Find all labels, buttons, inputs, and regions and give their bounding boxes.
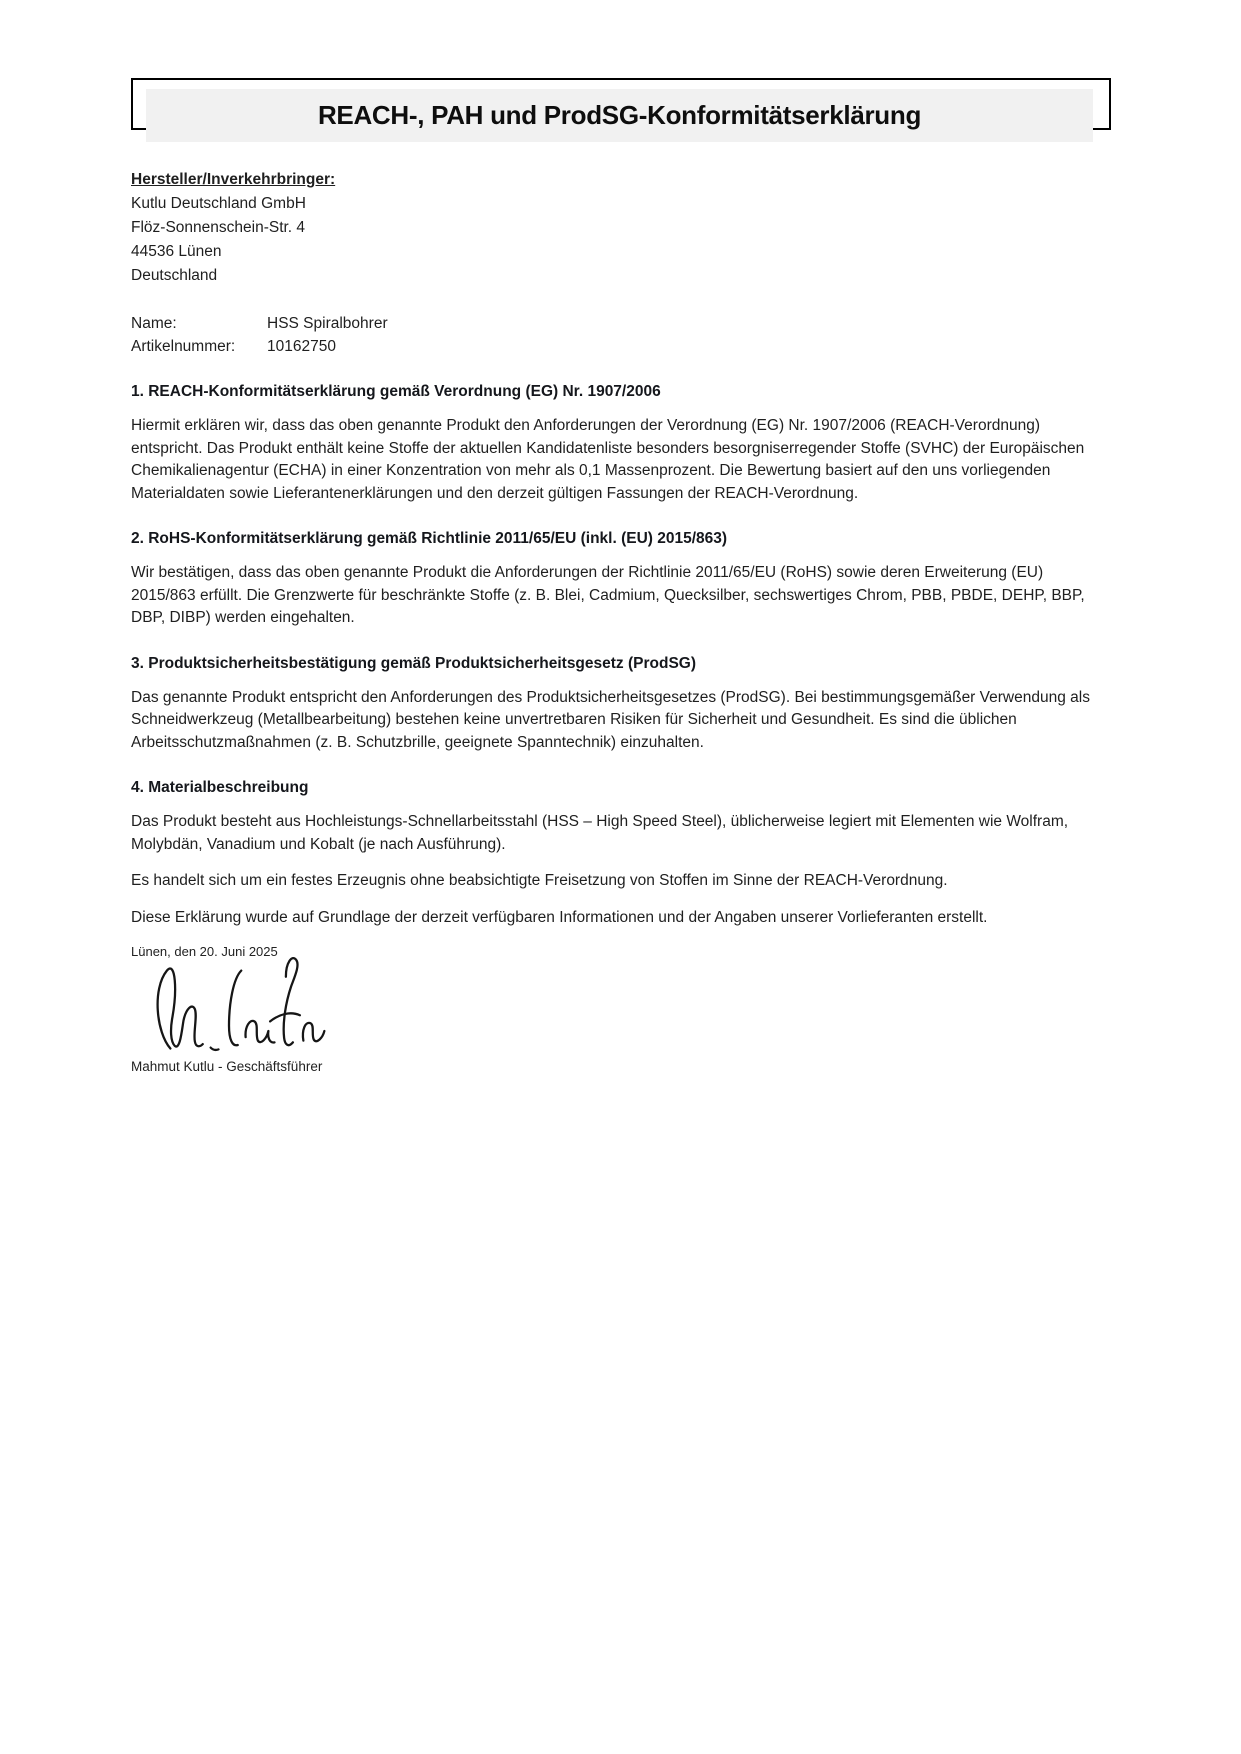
manufacturer-label: Hersteller/Inverkehrbringer: bbox=[131, 171, 336, 188]
place-date: Lünen, den 20. Juni 2025 bbox=[131, 944, 278, 959]
section-rohs-paragraph: Wir bestätigen, dass das oben genannte Produkt die Anforderungen der Richtlinie 2011/65/EU (RoHS) sowie deren Erweiterung (EU) 2015/863 erfüllt. Die Grenzwerte für beschränkte Stoffe (z. B. Blei, Cadmium, Quecksilber, sechswertiges Chrom, PBB, PBDE, DEHP, BBP, DBP, DIBP) werden eingehalten. bbox=[131, 564, 1085, 626]
section-prodsg bbox=[131, 655, 1111, 755]
section-rohs-heading: 2. RoHS-Konformitätserklärung gemäß Richtlinie 2011/65/EU (inkl. (EU) 2015/863) bbox=[131, 530, 728, 547]
article-number-value: 10162750 bbox=[267, 338, 336, 355]
section-prodsg-paragraph: Das genannte Produkt entspricht den Anforderungen des Produktsicherheitsgesetzes (ProdSG). Bei bestimmungsgemäßer Verwendung als Schneidwerkzeug (Metallbearbeitung) bestehen keine unvertretbaren Risiken für Sicherheit und Gesundheit. Es sind die üblichen Arbeitsschutzmaßnahmen (z. B. Schutzbrille, geeignete Spanntechnik) einzuhalten. bbox=[131, 688, 1090, 751]
product-name-row bbox=[131, 312, 1111, 335]
manufacturer-country: Deutschland bbox=[131, 267, 218, 284]
title-band bbox=[146, 89, 1093, 142]
section-material-paragraph-3: Diese Erklärung wurde auf Grundlage der derzeit verfügbaren Informationen und der Angaben unserer Vorlieferanten erstellt. bbox=[131, 908, 988, 926]
manufacturer-city: 44536 Lünen bbox=[131, 243, 222, 260]
section-material bbox=[131, 779, 1111, 929]
manufacturer-street: Flöz-Sonnenschein-Str. 4 bbox=[131, 219, 306, 236]
product-name-label: Name: bbox=[131, 315, 177, 332]
article-number-row bbox=[131, 335, 1111, 358]
section-material-paragraph-1: Das Produkt besteht aus Hochleistungs-Schnellarbeitsstahl (HSS – High Speed Steel), üblicherweise legiert mit Elementen wie Wolfram, Molybdän, Vanadium und Kobalt (je nach Ausführung). bbox=[131, 813, 1069, 853]
section-material-paragraph-2: Es handelt sich um ein festes Erzeugnis ohne beabsichtigte Freisetzung von Stoffen im Sinne der REACH-Verordnung. bbox=[131, 872, 948, 889]
title-box bbox=[131, 78, 1111, 130]
signature-image bbox=[147, 947, 332, 1052]
section-material-heading: 4. Materialbeschreibung bbox=[131, 779, 309, 796]
section-prodsg-heading: 3. Produktsicherheitsbestätigung gemäß Produktsicherheitsgesetz (ProdSG) bbox=[131, 654, 697, 672]
section-rohs bbox=[131, 530, 1111, 630]
document-title: REACH-, PAH und ProdSG-Konformitätserklärung bbox=[317, 100, 922, 130]
section-reach bbox=[131, 383, 1111, 505]
product-name-value: HSS Spiralbohrer bbox=[267, 315, 388, 332]
section-reach-heading: 1. REACH-Konformitätserklärung gemäß Verordnung (EG) Nr. 1907/2006 bbox=[131, 383, 661, 400]
section-reach-paragraph: Hiermit erklären wir, dass das oben genannte Produkt den Anforderungen der Verordnung (EG) Nr. 1907/2006 (REACH-Verordnung) entspricht. Das Produkt enthält keine Stoffe der aktuellen Kandidatenliste besonders besorgniserregender Stoffe (SVHC) der Europäischen Chemikalienagentur (ECHA) in einer Konzentration von mehr als 0,1 Massenprozent. Die Bewertung basiert auf den uns vorliegenden Materialdaten sowie Lieferantenerklärungen und den derzeit gültigen Fassungen der REACH-Verordnung. bbox=[131, 417, 1085, 502]
manufacturer-block bbox=[131, 168, 1111, 288]
signer-name: Mahmut Kutlu - Geschäftsführer bbox=[131, 1059, 323, 1074]
article-number-label: Artikelnummer: bbox=[131, 338, 236, 355]
product-info bbox=[131, 312, 1111, 358]
closing-block bbox=[131, 943, 1111, 1076]
manufacturer-company: Kutlu Deutschland GmbH bbox=[131, 195, 306, 212]
